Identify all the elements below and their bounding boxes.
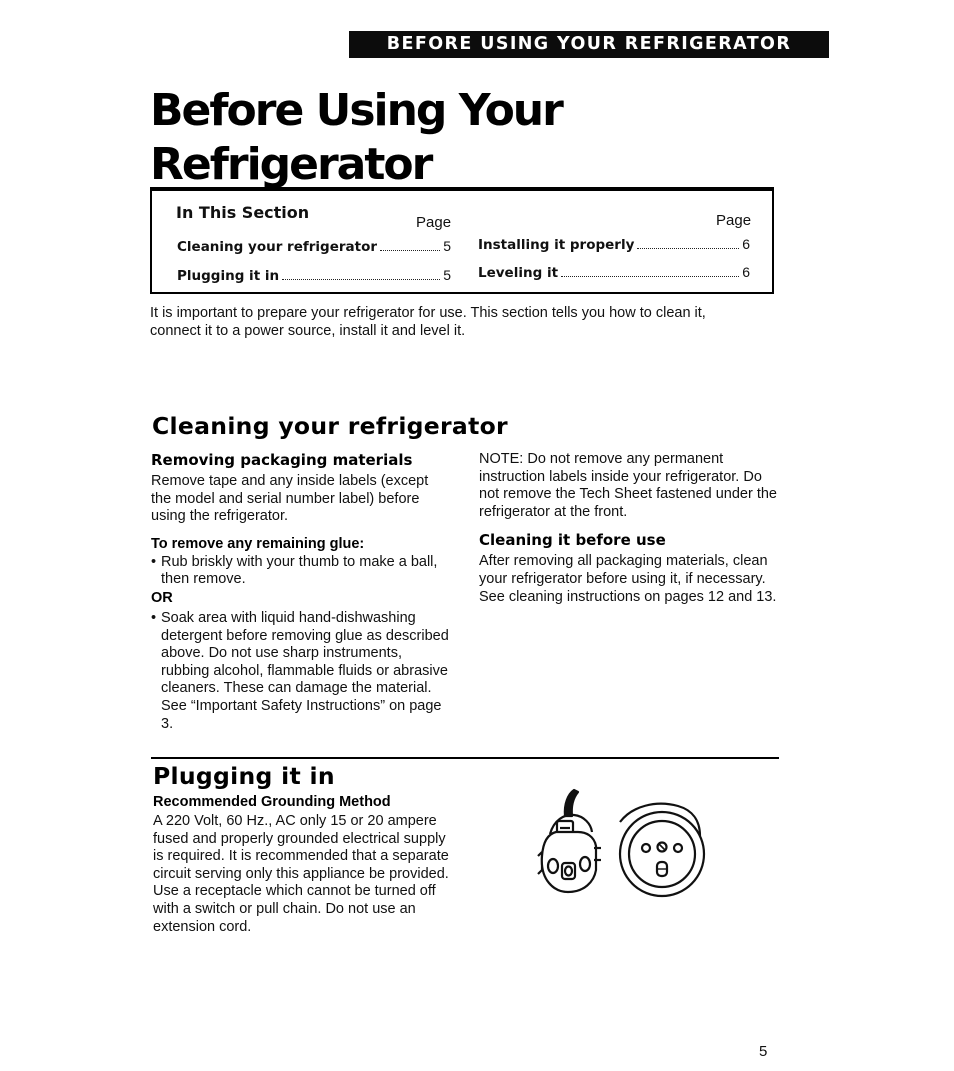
intro-paragraph xyxy=(150,305,770,340)
toc-page-header-right: Page xyxy=(716,212,752,229)
toc-item-label: Installing it properly xyxy=(478,237,635,253)
plug-icon xyxy=(538,790,601,892)
page-title xyxy=(150,84,562,192)
note-label: NOTE: xyxy=(479,451,524,467)
dot-leader xyxy=(561,276,739,277)
bullet-text: Soak area with liquid hand-dishwashing detergent before removing glue as described above. Do not use sharp instruments, rubbing alcohol, flammable fluids or abrasive cleaners. These can damage the material. See “Important Safety Instructions” on page 3. xyxy=(161,609,449,732)
plug-outlet-illustration xyxy=(528,786,714,902)
toc-item-label: Plugging it in xyxy=(177,268,280,284)
toc-item-cleaning[interactable] xyxy=(177,238,451,255)
glue-heading: To remove any remaining glue: xyxy=(151,535,365,552)
or-label: OR xyxy=(151,589,173,606)
toc-item-label: Leveling it xyxy=(478,265,559,281)
toc-item-page: 5 xyxy=(443,238,451,254)
before-use-text: After removing all packaging materials, clean your refrigerator before using it, if necessary. See cleaning instructions on pages 12 and 13. xyxy=(479,553,777,605)
note-paragraph xyxy=(479,451,779,521)
glue-bullet-1 xyxy=(151,554,451,589)
dot-leader xyxy=(637,248,739,249)
plugging-column xyxy=(153,794,458,936)
grounding-subheading: Recommended Grounding Method xyxy=(153,794,391,810)
toc-item-page: 5 xyxy=(443,267,451,283)
toc-heading: In This Section xyxy=(176,203,310,222)
note-text: Do not remove any permanent instruction labels inside your refrigerator. Do not remove the Tech Sheet fastened under the refrigerator at the front. xyxy=(479,451,777,520)
toc-item-page: 6 xyxy=(742,264,750,280)
grounding-text: A 220 Volt, 60 Hz., AC only 15 or 20 ampere fused and properly grounded electrical supply is required. It is recommended that a separate circuit serving only this appliance be provided. Use a receptacle which cannot be turned off with a switch or pull chain. Do not use an extension cord. xyxy=(153,813,449,935)
outlet-icon xyxy=(620,804,704,896)
cleaning-left-column xyxy=(151,451,451,733)
page-number: 5 xyxy=(759,1043,768,1060)
toc-item-page: 6 xyxy=(742,236,750,252)
cleaning-heading: Cleaning your refrigerator xyxy=(152,412,508,440)
toc-page-header-left: Page xyxy=(416,214,452,231)
glue-bullet-2 xyxy=(151,610,451,733)
toc-item-label: Cleaning your refrigerator xyxy=(177,239,378,255)
section-header-bar: BEFORE USING YOUR REFRIGERATOR xyxy=(349,31,829,58)
intro-line-2: connect it to a power source, install it and level it. xyxy=(150,322,466,339)
removing-text: Remove tape and any inside labels (except the model and serial number label) before using the refrigerator. xyxy=(151,473,429,525)
toc-item-plugging[interactable] xyxy=(177,267,451,284)
cleaning-right-column xyxy=(479,451,779,606)
intro-line-1: It is important to prepare your refrigerator for use. This section tells you how to clean it, xyxy=(150,305,706,321)
bullet-icon: • xyxy=(151,609,157,626)
title-line-2: Refrigerator xyxy=(150,139,432,190)
title-line-1: Before Using Your xyxy=(150,85,562,136)
dot-leader xyxy=(380,250,440,251)
plugging-heading: Plugging it in xyxy=(153,762,335,790)
toc-item-leveling[interactable] xyxy=(478,264,750,281)
section-divider xyxy=(151,757,779,759)
toc-item-installing[interactable] xyxy=(478,236,750,253)
removing-heading: Removing packaging materials xyxy=(151,451,413,469)
bullet-text: Rub briskly with your thumb to make a ball, then remove. xyxy=(161,553,438,588)
bullet-icon: • xyxy=(151,553,157,570)
before-use-heading: Cleaning it before use xyxy=(479,531,666,550)
dot-leader xyxy=(282,279,440,280)
